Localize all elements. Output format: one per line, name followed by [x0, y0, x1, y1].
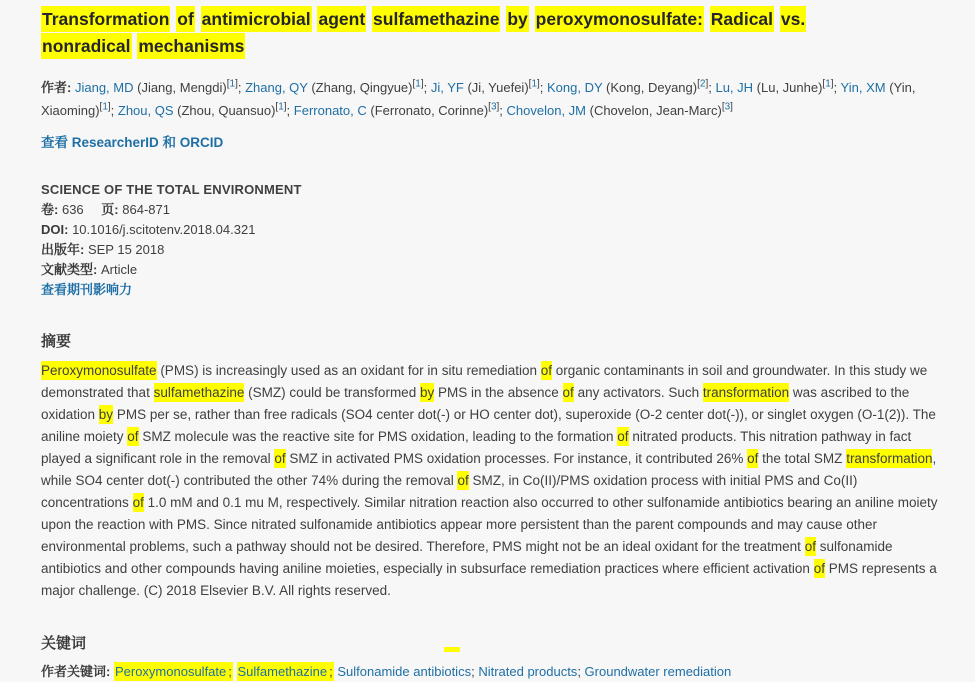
journal-title: SCIENCE OF THE TOTAL ENVIRONMENT [41, 182, 302, 197]
text-segment: (Jiang, Mengdi) [133, 80, 227, 95]
researcherid-orcid-link[interactable]: 查看 ResearcherID 和 ORCID [41, 135, 224, 150]
keyword-link[interactable]: Nitrated products [478, 664, 578, 679]
author-list: Jiang, MD (Jiang, Mengdi)[1]; Zhang, QY (Zhang, Qingyue)[1]; Ji, YF (Ji, Yuefei)[1]; Kong, DY (Kong, Deyang)[2]; Lu, JH (Lu, Junhe)[1]; Yin, XM (Yin, Xiaoming)[1]; Zhou, QS (Zhou, Quansuo)[1]; Ferronato, C (Ferronato, Corinne)[3]; Chovelon, JM (Chovelon, Jean-Marc)[3] [41, 78, 916, 118]
author-keywords-list: Peroxymonosulfate ; Sulfamethazine ; Sulfonamide antibiotics; Nitrated products; Groundwater remediation [114, 664, 732, 679]
text-segment: of [127, 429, 139, 444]
text-segment: peroxymonosulfate: [535, 6, 704, 32]
volume-pages-row [41, 200, 945, 220]
text-segment: antimicrobial [201, 6, 312, 32]
pub-date-label: 出版年: [41, 242, 85, 257]
doi-label: DOI: [41, 222, 69, 237]
text-segment: (Kong, Deyang) [602, 80, 698, 95]
text-segment: of [540, 363, 553, 378]
abstract-heading: 摘要 [41, 333, 72, 350]
abstract-text: Peroxymonosulfate (PMS) is increasingly used as an oxidant for in situ remediation of organic contaminants in soil and groundwater. In this study we demonstrated that sulfamethazine (SMZ) could be transformed by PMS in the absence of any activators. Such transformation was ascribed to the oxidation by PMS per se, rather than free radicals (SO4 center dot(-) or HO center dot), superoxide (O-2 center dot(-)), or singlet oxygen (O-1(2)). The aniline moiety of SMZ molecule was the reactive site for PMS oxidation, leading to the formation of nitrated products. This nitration pathway in fact played a significant role in the removal of SMZ in activated PMS oxidation processes. For instance, it contributed 26% of the total SMZ transformation, while SO4 center dot(-) contributed the other 74% during the removal of SMZ, in Co(II)/PMS oxidation process with initial PMS and Co(II) concentrations of 1.0 mM and 0.1 mu M, respectively. Similar nitration reaction also occurred to other sulfonamide antibiotics bearing an aniline moiety upon the reaction with PMS. Since nitrated sulfonamide antibiotics appear more persistent than the parent compounds and may cause other environmental problems, such a pathway should not be desired. Therefore, PMS might not be an ideal oxidant for the treatment of sulfonamide antibiotics and other compounds having aniline moieties, especially in subsurface remediation practices where efficient activation of PMS represents a major challenge. (C) 2018 Elsevier B.V. All rights reserved. [41, 363, 938, 598]
author-keywords-line [41, 662, 945, 682]
text-segment: (Ji, Yuefei) [463, 80, 529, 95]
text-segment: Peroxymonosulfate [41, 363, 157, 378]
affiliation-number[interactable]: [1] [226, 78, 238, 90]
text-segment: vs. [780, 6, 806, 32]
affiliation-number[interactable]: [1] [412, 78, 424, 90]
author-name-link[interactable]: Zhou, QS [117, 103, 174, 118]
text-segment: (Yin, Xiaoming) [41, 80, 916, 118]
text-segment: mechanisms [137, 33, 245, 59]
text-segment: transformation [846, 451, 933, 466]
text-segment: of [747, 451, 759, 466]
author-keywords-label: 作者关键词: [41, 664, 111, 679]
keyword-link[interactable]: Peroxymonosulfate [114, 664, 227, 679]
text-segment: (Ferronato, Corinne) [366, 103, 489, 118]
author-name-link[interactable]: Yin, XM [840, 80, 886, 95]
journal-impact-line [41, 280, 945, 300]
doc-type-label: 文献类型: [41, 262, 98, 277]
text-segment: (Chovelon, Jean-Marc) [586, 103, 722, 118]
pub-date-row [41, 240, 945, 260]
affiliation-number[interactable]: [1] [275, 101, 287, 113]
text-segment: of [176, 6, 195, 32]
author-byline [41, 76, 945, 122]
author-name-link[interactable]: Ji, YF [430, 80, 464, 95]
pages-label: 页: [101, 202, 119, 217]
doc-type-row [41, 260, 945, 280]
text-segment: sulfamethazine [153, 385, 245, 400]
text-segment: by [419, 385, 435, 400]
affiliation-number[interactable]: [2] [697, 78, 709, 90]
author-name-link[interactable]: Kong, DY [547, 80, 603, 95]
text-segment: (Lu, Junhe) [753, 80, 823, 95]
pub-date-value: SEP 15 2018 [87, 242, 165, 257]
text-segment: ; [329, 664, 333, 679]
author-name-link[interactable]: Zhang, QY [245, 80, 308, 95]
volume-value: 636 [61, 202, 84, 217]
keywords-heading: 关键词 [41, 635, 87, 652]
clipped-next-line-highlight [444, 647, 460, 652]
affiliation-number[interactable]: [3] [721, 101, 733, 113]
authors-label: 作者: [41, 80, 72, 95]
text-segment: transformation [702, 385, 790, 400]
text-segment: by [98, 407, 114, 422]
text-segment: ; [228, 664, 232, 679]
text-segment: of [617, 429, 629, 444]
author-name-link[interactable]: Jiang, MD [74, 80, 134, 95]
keyword-link[interactable]: Sulfamethazine [237, 664, 328, 679]
affiliation-number[interactable]: [1] [528, 78, 540, 90]
author-name-link[interactable]: Ferronato, C [293, 103, 367, 118]
author-name-link[interactable]: Lu, JH [715, 80, 754, 95]
text-segment: of [132, 495, 144, 510]
researcher-id-line [41, 131, 945, 151]
article-title [41, 6, 886, 60]
doi-value: 10.1016/j.scitotenv.2018.04.321 [72, 222, 256, 237]
text-segment: (Zhang, Qingyue) [307, 80, 413, 95]
text-segment: of [562, 385, 574, 400]
pages-value: 864-871 [122, 202, 170, 217]
text-segment: of [813, 561, 825, 576]
doc-type-value: Article [100, 262, 138, 277]
affiliation-number[interactable]: [3] [488, 101, 500, 113]
text-segment: by [506, 6, 528, 32]
text-segment: nonradical [41, 33, 132, 59]
text-segment: of [804, 539, 816, 554]
text-segment: Transformation [41, 6, 170, 32]
affiliation-number[interactable]: [1] [99, 101, 111, 113]
text-segment: (Zhou, Quansuo) [173, 103, 276, 118]
journal-impact-link[interactable]: 查看期刊影响力 [41, 282, 133, 297]
author-name-link[interactable]: Chovelon, JM [506, 103, 586, 118]
text-segment: sulfamethazine [372, 6, 500, 32]
text-segment: Radical [710, 6, 774, 32]
text-segment: of [457, 473, 469, 488]
keyword-link[interactable]: Sulfonamide antibiotics [337, 664, 472, 679]
doi-row [41, 220, 945, 240]
volume-label: 卷: [41, 202, 59, 217]
keyword-link[interactable]: Groundwater remediation [584, 664, 732, 679]
text-segment: of [274, 451, 286, 466]
text-segment: agent [317, 6, 366, 32]
affiliation-number[interactable]: [1] [822, 78, 834, 90]
source-block [41, 180, 945, 300]
